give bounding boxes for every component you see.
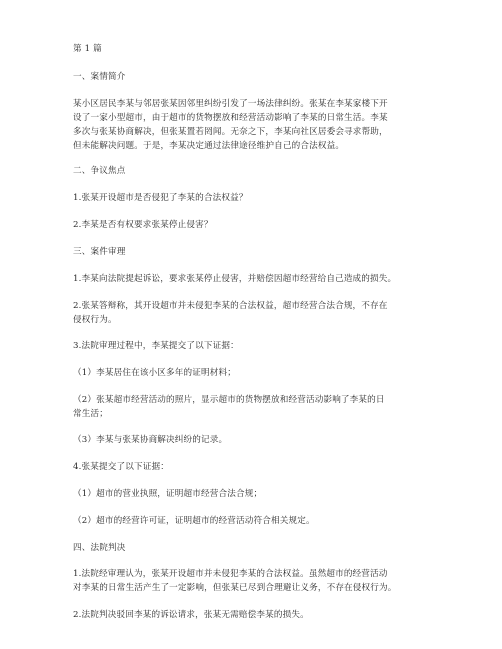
- paragraph-line: 设了一家小型超市，由于超市的货物摆放和经营活动影响了李某的日常生活。李某: [73, 113, 388, 123]
- list-item: 1.张某开设超市是否侵犯了李某的合法权益？: [73, 193, 248, 203]
- paragraph-line: 但未能解决问题。于是，李某决定通过法律途径维护自己的合法权益。: [73, 141, 345, 151]
- evidence-item-continuation: 常生活；: [73, 409, 108, 419]
- paragraph-line: 多次与张某协商解决，但张某置若罔闻。无奈之下，李某向社区居委会寻求帮助，: [73, 127, 388, 137]
- list-item: 2.法院判决驳回李某的诉讼请求，张某无需赔偿李某的损失。: [73, 610, 309, 620]
- evidence-item: （3）李某与张某协商解决纠纷的记录。: [73, 435, 228, 445]
- list-item: 3.法院审理过程中，李某提交了以下证据：: [73, 341, 239, 351]
- section-heading-judgment: 四、法院判决: [73, 543, 126, 553]
- evidence-item: （2）张某超市经营活动的照片，显示超市的货物摆放和经营活动影响了李某的日: [73, 395, 385, 405]
- evidence-item: （1）超市的营业执照，证明超市经营合法合规；: [73, 489, 263, 499]
- paragraph-line: 某小区居民李某与邻居张某因邻里纠纷引发了一场法律纠纷。张某在李某家楼下开: [73, 99, 388, 109]
- part-title: 第 1 篇: [73, 44, 102, 54]
- evidence-item: （1）李某居住在该小区多年的证明材料；: [73, 368, 237, 378]
- list-item: 1.李某向法院提起诉讼，要求张某停止侵害，并赔偿因超市经营给自己造成的损失。: [73, 274, 397, 284]
- list-item-continuation: 对李某的日常生活产生了一定影响，但张某已尽到合理避让义务，不存在侵权行为。: [73, 583, 397, 593]
- list-item: 2.李某是否有权要求张某停止侵害？: [73, 220, 213, 230]
- list-item: 2.张某答辩称，其开设超市并未侵犯李某的合法权益，超市经营合法合规，不存在: [73, 301, 388, 311]
- section-heading-dispute-focus: 二、争议焦点: [73, 166, 126, 176]
- list-item: 1.法院经审理认为，张某开设超市并未侵犯李某的合法权益。虽然超市的经营活动: [73, 569, 388, 579]
- list-item-continuation: 侵权行为。: [73, 315, 117, 325]
- section-heading-trial: 三、案件审理: [73, 247, 126, 257]
- section-heading-case-summary: 一、案情简介: [73, 72, 126, 82]
- evidence-item: （2）超市的经营许可证，证明超市的经营活动符合相关规定。: [73, 516, 315, 526]
- list-item: 4.张某提交了以下证据：: [73, 462, 169, 472]
